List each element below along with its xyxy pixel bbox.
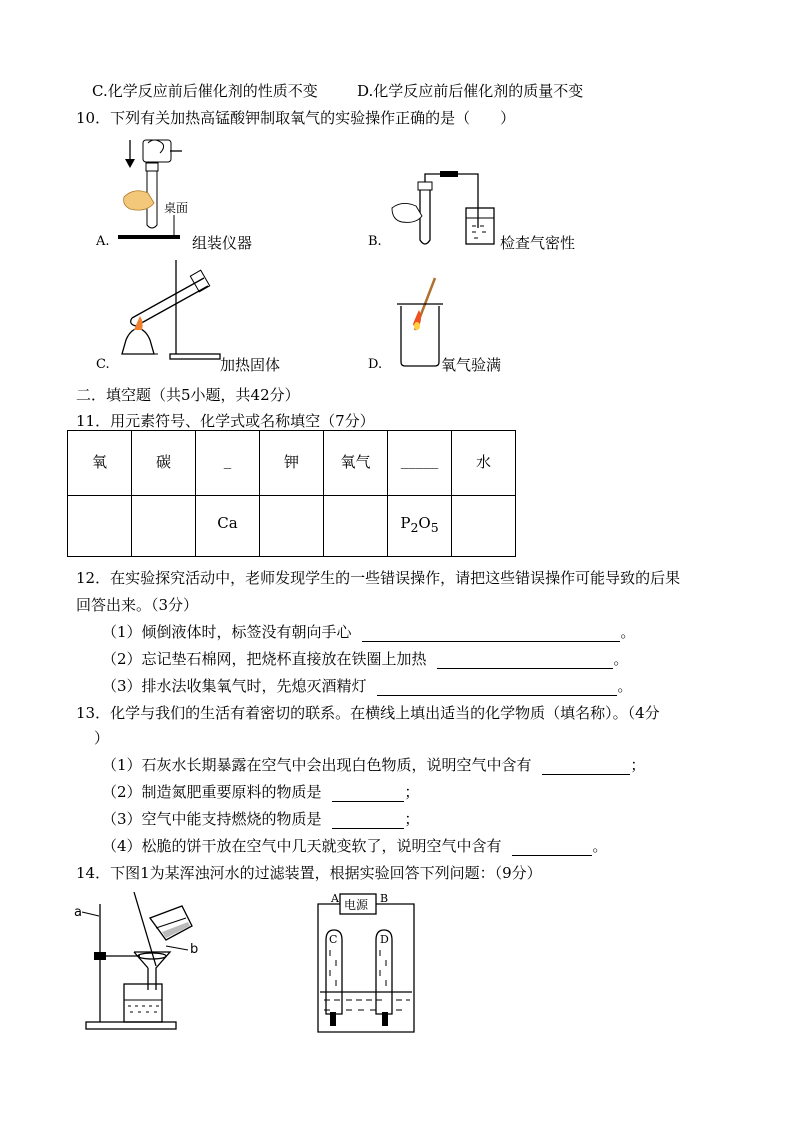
q11-cell-r2c1 [68, 496, 132, 557]
q11-cell-r2c6 [388, 496, 452, 557]
q11-cell-r2c5 [324, 496, 388, 557]
q11-cell-r2c3: Ca [196, 496, 260, 557]
q13-stem-line1: 13．化学与我们的生活有着密切的联系。在横线上填出适当的化学物质（填名称）。（4分 [76, 704, 660, 722]
q12-item3-blank[interactable] [377, 681, 617, 696]
formula-sub-2: 2 [410, 520, 419, 535]
q13-item4-end: 。 [592, 837, 608, 855]
electrolysis-power-label: 电源 [344, 898, 369, 912]
q11-table [67, 430, 516, 557]
q13-item1-blank[interactable] [542, 760, 630, 775]
q11-cell-r2c4 [260, 496, 324, 557]
q12-item1-blank[interactable] [362, 627, 620, 642]
q12-item3 [102, 675, 632, 696]
q10-option-c-letter: C. [96, 357, 110, 372]
filtration-label-a: a [74, 905, 82, 920]
q14-stem: 14．下图1为某浑浊河水的过滤装置，根据实验回答下列问题：（9分） [76, 864, 542, 882]
q12-item1-text: （1）倾倒液体时，标签没有朝向手心 [102, 623, 352, 641]
electrolysis-label-b: B [380, 892, 389, 905]
q13-item3-end: ； [404, 810, 420, 828]
q13-item4-blank[interactable] [512, 841, 592, 856]
q10-option-c-caption: 加热固体 [220, 356, 281, 374]
table-surface-label: 桌面 [164, 201, 189, 215]
formula-p: P [400, 514, 411, 532]
q11-cell-r2c2 [132, 496, 196, 557]
q11-cell-r1c4: 钾 [260, 431, 324, 496]
q12-item2 [102, 648, 628, 669]
formula-sub-5: 5 [430, 520, 439, 535]
q12-item3-end: 。 [617, 677, 633, 695]
q13-item2-blank[interactable] [332, 787, 404, 802]
q12-item2-blank[interactable] [437, 654, 613, 669]
electrolysis-label-c: C [329, 933, 338, 946]
filtration-label-b: b [190, 942, 199, 957]
q12-item3-text: （3）排水法收集氧气时，先熄灭酒精灯 [102, 677, 367, 695]
q13-item1-text: （1）石灰水长期暴露在空气中会出现白色物质，说明空气中含有 [102, 756, 532, 774]
q10-option-a-letter: A. [96, 234, 110, 249]
q11-cell-r1c3: _ [196, 431, 260, 496]
q10-stem: 10．下列有关加热高锰酸钾制取氧气的实验操作正确的是（ ） [76, 109, 516, 127]
q10-option-b-letter: B. [368, 234, 382, 249]
q13-item4 [102, 835, 607, 856]
q12-item2-text: （2）忘记垫石棉网，把烧杯直接放在铁圈上加热 [102, 650, 427, 668]
q10-option-d-letter: D. [368, 357, 383, 372]
q13-stem-line2: ） [94, 729, 110, 747]
q11-cell-r2c7 [452, 496, 516, 557]
q12-stem-line2: 回答出来。（3分） [76, 596, 199, 614]
q13-item3-blank[interactable] [332, 814, 404, 829]
q10-option-b-caption: 检查气密性 [500, 234, 576, 252]
figure-filtration [70, 890, 200, 1035]
q12-item2-end: 。 [613, 650, 629, 668]
electrolysis-label-a: A [331, 892, 339, 905]
q11-cell-r1c7: 水 [452, 431, 516, 496]
q9-option-d: D.化学反应前后催化剂的质量不变 [357, 82, 584, 100]
electrolysis-label-d: D [380, 933, 389, 946]
figure-heating-solid [112, 258, 222, 368]
q11-cell-r1c1: 氧 [68, 431, 132, 496]
q9-option-c: C.化学反应前后催化剂的性质不变 [92, 82, 318, 100]
q13-item2-text: （2）制造氮肥重要原料的物质是 [102, 783, 322, 801]
figure-assemble-apparatus [110, 135, 210, 240]
q11-cell-r1c6: _____ [388, 431, 452, 496]
q13-item2-end: ； [404, 783, 420, 801]
q13-item4-text: （4）松脆的饼干放在空气中几天就变软了，说明空气中含有 [102, 837, 502, 855]
q11-stem: 11．用元素符号、化学式或名称填空（7分） [76, 412, 375, 430]
q13-item3-text: （3）空气中能支持燃烧的物质是 [102, 810, 322, 828]
q12-item1 [102, 621, 635, 642]
q12-stem-line1: 12．在实验探究活动中，老师发现学生的一些错误操作，请把这些错误操作可能导致的后果 [76, 569, 681, 587]
q11-cell-r1c2: 碳 [132, 431, 196, 496]
formula-o: O [418, 514, 431, 532]
q12-item1-end: 。 [620, 623, 636, 641]
section2-heading: 二．填空题（共5小题，共42分） [76, 386, 300, 404]
q13-item1-end: ； [630, 756, 646, 774]
q10-option-d-caption: 氧气验满 [441, 356, 502, 374]
q10-option-a-caption: 组装仪器 [192, 234, 253, 252]
q13-item3 [102, 808, 419, 829]
q13-item1 [102, 754, 645, 775]
q13-item2 [102, 781, 419, 802]
figure-check-airtightness [390, 168, 510, 250]
q11-cell-r1c5: 氧气 [324, 431, 388, 496]
